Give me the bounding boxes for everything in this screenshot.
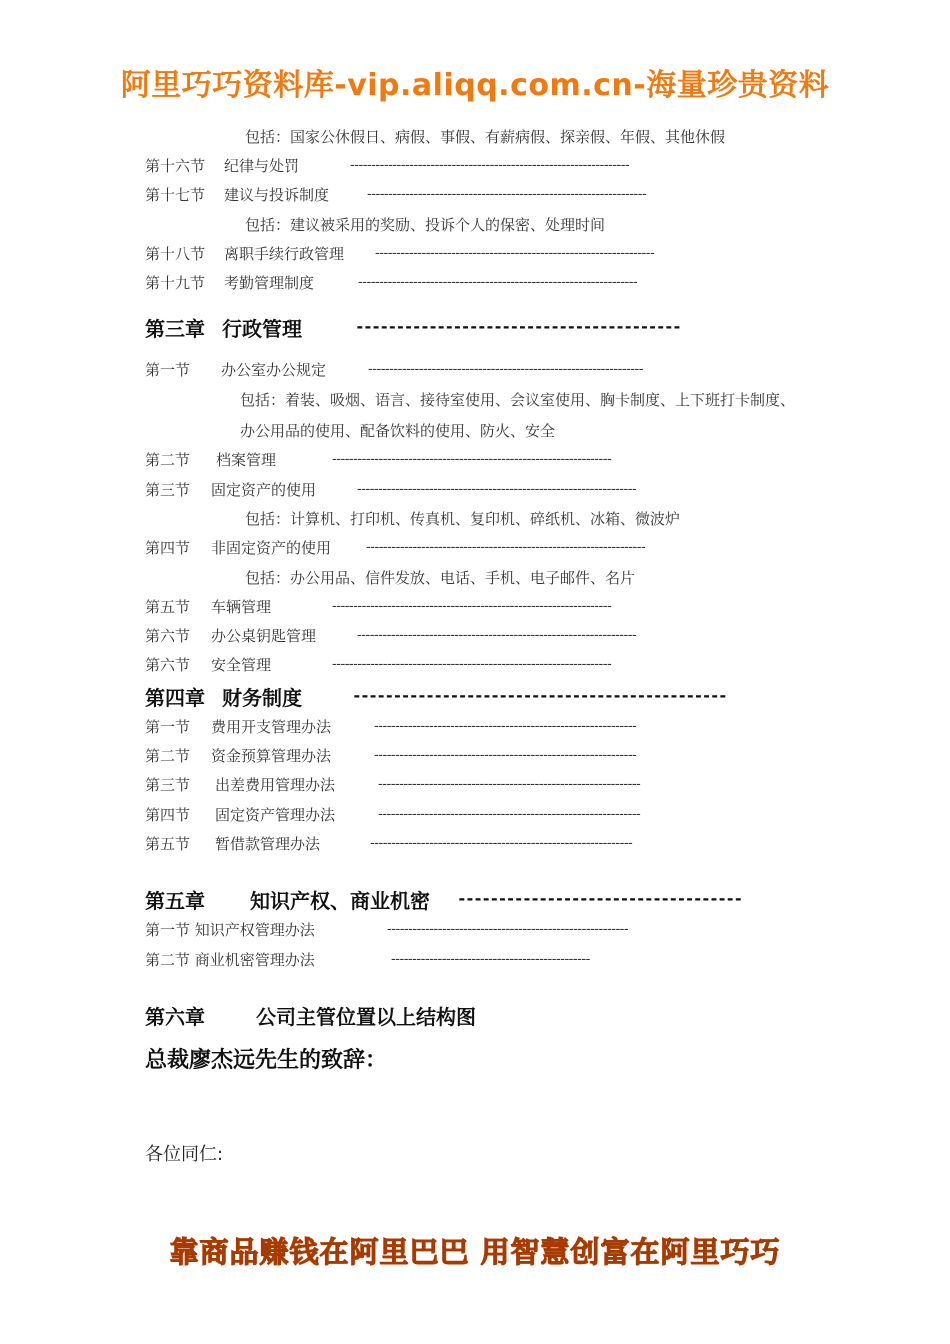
- section-entry: 第一节 知识产权管理办法: [145, 921, 315, 939]
- leader-dashes: ------------------------------------------------------------------: [375, 245, 655, 261]
- section-number: 第一节: [145, 361, 191, 379]
- top-watermark-banner: 阿里巧巧资料库-vip.aliqq.com.cn-海量珍贵资料: [120, 68, 830, 103]
- leader-dashes: ------------------------------------------------------------------: [332, 656, 612, 672]
- section-number: 第五节: [145, 835, 191, 853]
- section-number: 第三节: [145, 776, 191, 794]
- section-number: 第三节: [145, 481, 191, 499]
- section-number: 第十九节: [145, 274, 206, 292]
- section-title: 档案管理: [216, 451, 277, 469]
- section-number: 第二节: [145, 747, 191, 765]
- chapter-title: 财务制度: [222, 686, 302, 710]
- section-title: 车辆管理: [211, 598, 272, 616]
- bottom-watermark-banner: 靠商品赚钱在阿里巴巴 用智慧创富在阿里巧巧: [169, 1235, 781, 1269]
- includes-note: 包括：计算机、打印机、传真机、复印机、碎纸机、冰箱、微波炉: [245, 510, 681, 528]
- leader-dashes: ------------------------------------------------------------------: [357, 627, 637, 643]
- section-number: 第六节: [145, 627, 191, 645]
- leader-dashes: --------------------------------------------------------------: [374, 747, 637, 763]
- section-title: 办公室办公规定: [221, 361, 327, 379]
- includes-note: 包括：国家公休假日、病假、事假、有薪病假、探亲假、年假、其他休假: [245, 128, 726, 146]
- section-title: 暂借款管理办法: [215, 835, 321, 853]
- leader-dashes: -----------------------------------------------: [391, 951, 590, 967]
- chapter-label: 第三章: [145, 317, 205, 341]
- leader-dashes: ------------------------------------------------------------------: [350, 157, 630, 173]
- leader-dashes: -----------------------------------------------------------------: [368, 361, 643, 377]
- leader-dashes: --------------------------------------------------------------: [374, 718, 637, 734]
- chapter-label: 第四章: [145, 686, 205, 710]
- chapter-label: 第五章: [145, 889, 205, 913]
- section-title: 安全管理: [211, 656, 272, 674]
- section-title: 办公桌钥匙管理: [211, 627, 317, 645]
- section-title: 固定资产管理办法: [215, 806, 336, 824]
- section-title: 纪律与处罚: [224, 157, 300, 175]
- section-number: 第五节: [145, 598, 191, 616]
- section-number: 第四节: [145, 806, 191, 824]
- leader-dashes: --------------------------------------------------------------: [370, 835, 633, 851]
- speech-heading: 总裁廖杰远先生的致辞：: [145, 1048, 388, 1073]
- section-title: 离职手续行政管理: [224, 245, 345, 263]
- section-title: 出差费用管理办法: [215, 776, 336, 794]
- leader-dashes: ------------------------------------------------------------------: [367, 186, 647, 202]
- section-title: 资金预算管理办法: [211, 747, 332, 765]
- includes-note: 包括：办公用品、信件发放、电话、手机、电子邮件、名片: [245, 569, 636, 587]
- section-entry: 第二节 商业机密管理办法: [145, 951, 315, 969]
- chapter-title: 公司主管位置以上结构图: [256, 1005, 476, 1029]
- leader-dashes: ----------------------------------------: [355, 317, 681, 336]
- section-number: 第十七节: [145, 186, 206, 204]
- leader-dashes: --------------------------------------------------------------: [378, 806, 641, 822]
- section-number: 第二节: [145, 451, 191, 469]
- section-number: 第六节: [145, 656, 191, 674]
- leader-dashes: ---------------------------------------------------------: [387, 921, 629, 937]
- includes-note: 包括：着装、吸烟、语言、接待室使用、会议室使用、胸卡制度、上下班打卡制度、: [240, 391, 796, 409]
- leader-dashes: ------------------------------------------------------------------: [357, 481, 637, 497]
- section-number: 第十八节: [145, 245, 206, 263]
- leader-dashes: ------------------------------------------------------------------: [366, 539, 646, 555]
- section-title: 固定资产的使用: [211, 481, 317, 499]
- leader-dashes: ------------------------------------------------------------------: [358, 274, 638, 290]
- chapter-title: 行政管理: [222, 317, 302, 341]
- section-number: 第十六节: [145, 157, 206, 175]
- includes-note-continued: 办公用品的使用、配备饮料的使用、防火、安全: [240, 422, 556, 440]
- chapter-title: 知识产权、商业机密: [250, 889, 430, 913]
- greeting-text: 各位同仁:: [145, 1144, 224, 1165]
- section-title: 考勤管理制度: [224, 274, 315, 292]
- chapter-label: 第六章: [145, 1005, 205, 1029]
- leader-dashes: -----------------------------------: [457, 889, 742, 908]
- section-title: 费用开支管理办法: [211, 718, 332, 736]
- leader-dashes: ------------------------------------------------------------------: [332, 598, 612, 614]
- leader-dashes: ----------------------------------------------: [352, 686, 727, 705]
- section-title: 非固定资产的使用: [211, 539, 332, 557]
- section-number: 第四节: [145, 539, 191, 557]
- leader-dashes: --------------------------------------------------------------: [378, 776, 641, 792]
- leader-dashes: ------------------------------------------------------------------: [332, 451, 612, 467]
- section-number: 第一节: [145, 718, 191, 736]
- includes-note: 包括：建议被采用的奖励、投诉个人的保密、处理时间: [245, 216, 606, 234]
- section-title: 建议与投诉制度: [224, 186, 330, 204]
